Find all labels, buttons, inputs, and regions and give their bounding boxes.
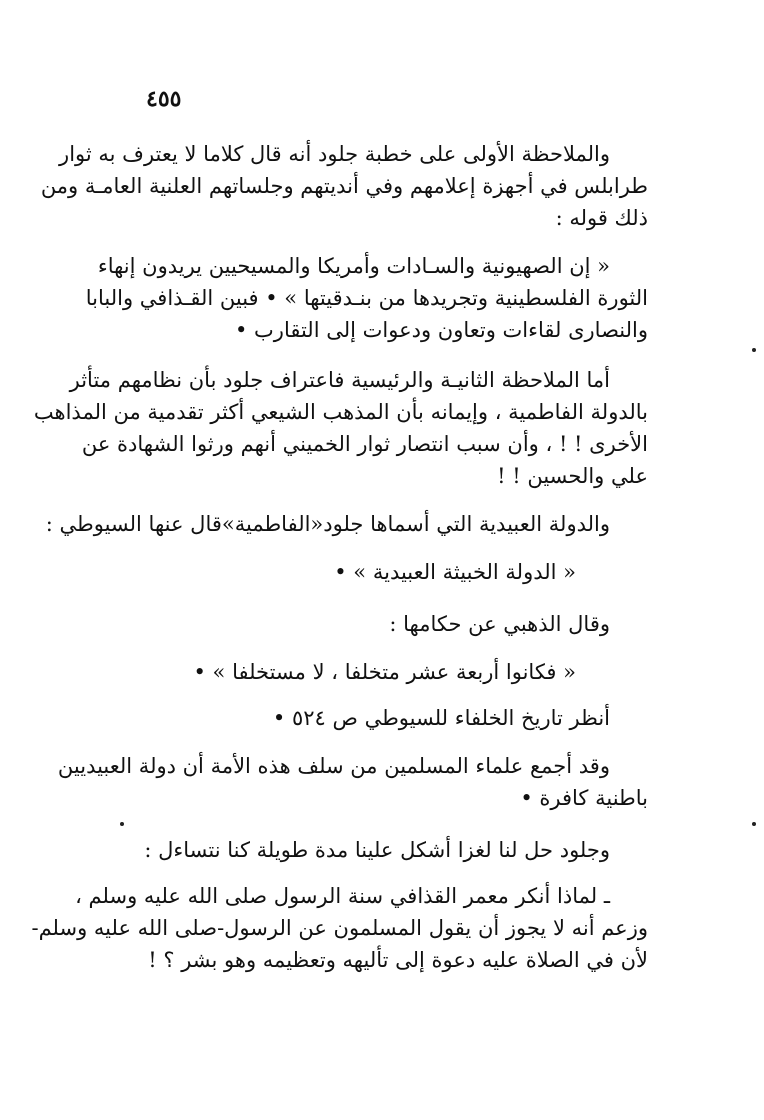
paragraph-9 <box>57 750 648 814</box>
paragraph-1 <box>40 138 648 234</box>
text-line: الثورة الفلسطينية وتجريدها من بنـدقيتها » • فبين القـذافي والبابا <box>85 286 648 310</box>
page-number: ٤٥٥ <box>146 86 182 112</box>
text-line: وقد أجمع علماء المسلمين من سلف هذه الأمة أن دولة العبيديين <box>57 754 610 778</box>
text-line: « إن الصهيونية والسـادات وأمريكا والمسيحيين يريدون إنهاء <box>97 254 610 278</box>
paragraph-7 <box>118 656 648 688</box>
text-line: الأخرى ! ! ، وأن سبب انتصار ثوار الخميني أنهم ورثوا الشهادة عن <box>81 432 648 456</box>
paragraph-3 <box>33 364 648 492</box>
text-line: بالدولة الفاطمية ، وإيمانه بأن المذهب الشيعي أكثر تقدمية من المذاهب <box>33 400 648 424</box>
paragraph-11 <box>31 880 648 976</box>
text-line: وقال الذهبي عن حكامها : <box>389 612 610 636</box>
text-line: والنصارى لقاءات وتعاون ودعوات إلى التقارب • <box>234 318 648 342</box>
paragraph-6 <box>118 608 648 640</box>
paragraph-2 <box>85 250 648 346</box>
margin-mark <box>752 348 756 352</box>
text-line: ـ لماذا أنكر معمر القذافي سنة الرسول صلى الله عليه وسلم ، <box>75 884 610 908</box>
text-line: والدولة العبيدية التي أسماها جلود«الفاطمية»قال عنها السيوطي : <box>45 512 610 536</box>
text-line: وزعم أنه لا يجوز أن يقول المسلمون عن الرسول-صلى الله عليه وسلم- <box>31 916 648 940</box>
text-line: وجلود حل لنا لغزا أشكل علينا مدة طويلة كنا نتساءل : <box>144 838 610 862</box>
text-line: لأن في الصلاة عليه دعوة إلى تأليهه وتعظيمه وهو بشر ؟ ! <box>148 948 648 972</box>
text-line: ذلك قوله : <box>555 206 648 230</box>
text-line: « الدولة الخبيثة العبيدية » • <box>334 560 576 584</box>
text-line: « فكانوا أربعة عشر متخلفا ، لا مستخلفا » • <box>193 660 576 684</box>
text-line: والملاحظة الأولى على خطبة جلود أنه قال كلاما لا يعترف به ثوار <box>59 142 610 166</box>
margin-mark <box>120 822 124 826</box>
paragraph-4 <box>45 508 648 540</box>
text-line: علي والحسين ! ! <box>497 464 648 488</box>
text-line: باطنية كافرة • <box>520 786 648 810</box>
text-line: أما الملاحظة الثانيـة والرئيسية فاعتراف جلود بأن نظامهم متأثر <box>69 368 610 392</box>
text-line: أنظر تاريخ الخلفاء للسيوطي ص ٥٢٤ • <box>272 706 610 730</box>
paragraph-5 <box>118 556 648 588</box>
text-line: طرابلس في أجهزة إعلامهم وفي أنديتهم وجلساتهم العلنية العامـة ومن <box>40 174 648 198</box>
paragraph-8 <box>118 702 648 734</box>
paragraph-10 <box>118 834 648 866</box>
margin-mark <box>752 822 756 826</box>
